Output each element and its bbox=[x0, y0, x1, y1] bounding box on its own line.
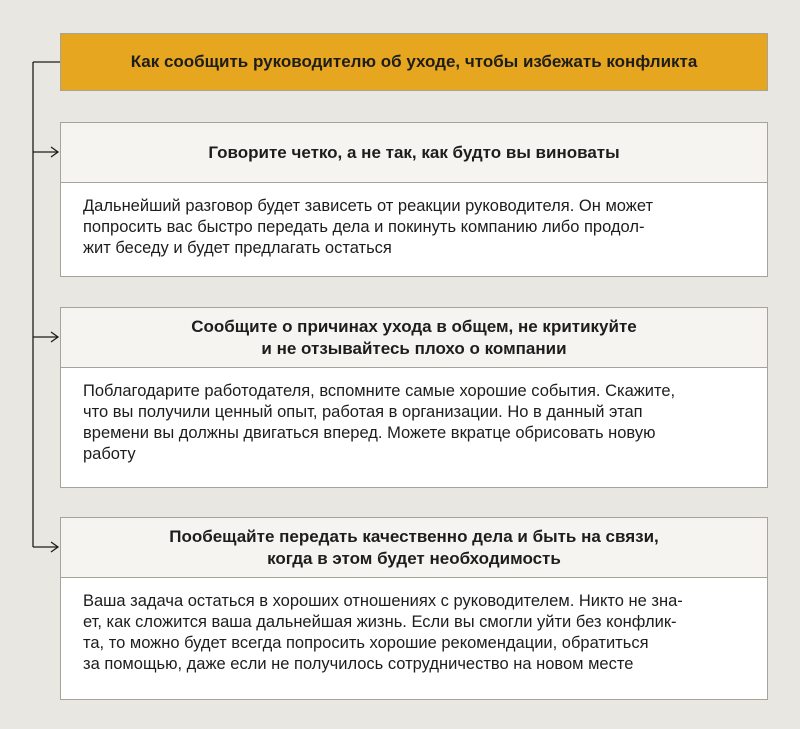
arrow-head-3 bbox=[51, 542, 58, 552]
arrow-head-2 bbox=[51, 332, 58, 342]
step-text-2: Поблагодарите работодателя, вспомните самые хорошие события. Скажите, что вы получили ценный опыт, работая в организации. Но в данный этап времени вы должны двигаться вперед. Можете вкратце обрисовать новую работу bbox=[83, 382, 676, 463]
step-heading-2: Сообщите о причинах ухода в общем, не критикуйте и не отзывайтесь плохо о компании bbox=[61, 308, 767, 368]
arrow-head-1 bbox=[51, 147, 58, 157]
diagram-title bbox=[60, 33, 768, 91]
step-text-3: Ваша задача остаться в хороших отношениях с руководителем. Никто не зна- ет, как сложится ваша дальнейшая жизнь. Если вы смогли уйти без конфлик- та, то можно будет всегда попросить хорошие рекомендации, обратиться за помощью, даже если не получилось сотрудничество на новом месте bbox=[83, 592, 683, 673]
step-card-1 bbox=[60, 122, 768, 277]
step-heading-3: Пообещайте передать качественно дела и быть на связи, когда в этом будет необходимость bbox=[61, 518, 767, 578]
diagram-title-text: Как сообщить руководителю об уходе, чтобы избежать конфликта bbox=[130, 52, 698, 71]
step-card-2 bbox=[60, 307, 768, 488]
step-heading-1: Говорите четко, а не так, как будто вы виноваты bbox=[61, 123, 767, 183]
step-card-3 bbox=[60, 517, 768, 700]
step-text-1: Дальнейший разговор будет зависеть от реакции руководителя. Он может попросить вас быстро передать дела и покинуть компанию либо продол- жит беседу и будет предлагать остаться bbox=[83, 197, 653, 257]
